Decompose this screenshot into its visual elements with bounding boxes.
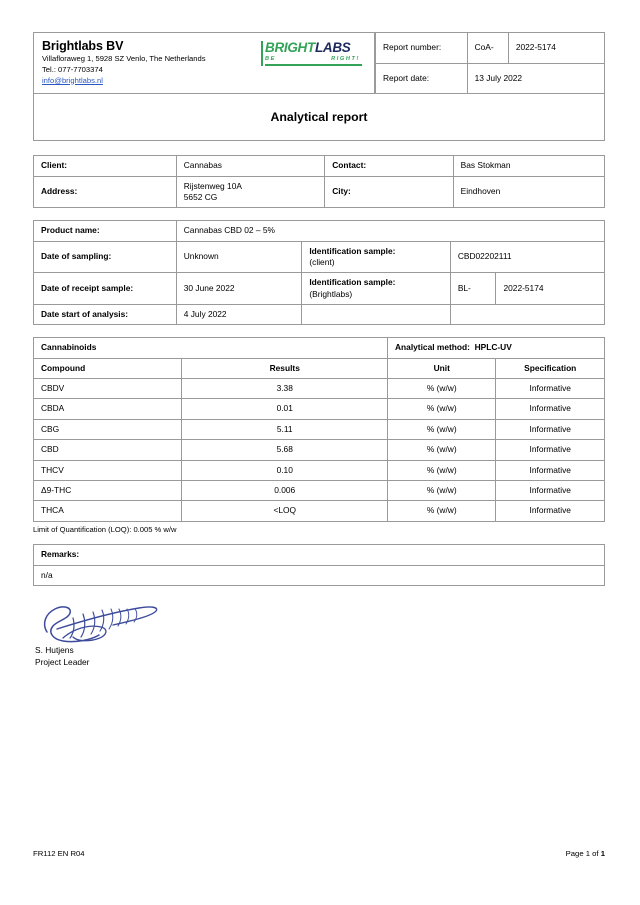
cell-specification: Informative	[496, 501, 605, 521]
table-row	[34, 545, 605, 565]
id-lab-prefix: BL-	[450, 273, 496, 305]
cell-result: 0.006	[182, 480, 388, 500]
contact-value: Bas Stokman	[453, 156, 604, 176]
logo-tagline-be: BE	[265, 55, 276, 62]
logo-word-bright: BRIGHT	[265, 40, 315, 55]
table-row	[34, 221, 605, 241]
logo-tagline	[265, 57, 360, 63]
footer-form-code: FR112 EN R04	[33, 849, 85, 858]
report-meta-table	[375, 32, 605, 94]
table-row	[34, 419, 605, 439]
table-row	[34, 379, 605, 399]
company-text	[42, 39, 206, 86]
cell-result: 5.11	[182, 419, 388, 439]
contact-label: Contact:	[325, 156, 453, 176]
spacer	[33, 534, 605, 544]
company-name: Brightlabs BV	[42, 39, 124, 53]
cell-compound: Δ9-THC	[34, 480, 182, 500]
cell-specification: Informative	[496, 480, 605, 500]
signatory-name: S. Hutjens	[35, 645, 74, 656]
analysis-start-value: 4 July 2022	[176, 305, 302, 325]
analytical-method-value: HPLC-UV	[474, 342, 512, 353]
logo-accent-bar	[261, 41, 263, 66]
table-row	[376, 63, 605, 94]
report-number-value: 2022-5174	[508, 33, 604, 64]
id-client-label-main: Identification sample:	[309, 245, 396, 256]
column-header-compound: Compound	[34, 358, 182, 378]
report-number-label: Report number:	[376, 33, 468, 64]
city-value: Eindhoven	[453, 176, 604, 208]
address-label: Address:	[34, 176, 177, 208]
table-row	[34, 501, 605, 521]
page-title: Analytical report	[33, 94, 605, 141]
cannabinoids-section-title: Cannabinoids	[34, 338, 388, 358]
cell-result: 0.01	[182, 399, 388, 419]
cell-compound: CBDV	[34, 379, 182, 399]
column-header-specification: Specification	[496, 358, 605, 378]
brightlabs-logo	[261, 41, 362, 66]
results-section-header-row	[34, 338, 605, 358]
id-client-value: CBD02202111	[450, 241, 604, 273]
product-name-label: Product name:	[34, 221, 177, 241]
column-header-results: Results	[182, 358, 388, 378]
cell-unit: % (w/w)	[388, 379, 496, 399]
cannabinoids-results-table	[33, 337, 605, 521]
logo-wordmark	[265, 41, 362, 55]
table-row	[34, 440, 605, 460]
signature-image	[39, 598, 179, 650]
client-value: Cannabas	[176, 156, 324, 176]
cell-specification: Informative	[496, 399, 605, 419]
signature-block-text	[35, 644, 89, 668]
document-page	[33, 32, 605, 672]
table-row	[34, 460, 605, 480]
remarks-label: Remarks:	[34, 545, 605, 565]
city-label: City:	[325, 176, 453, 208]
table-row	[34, 156, 605, 176]
id-lab-label-sub: (Brightlabs)	[309, 288, 353, 299]
cell-unit: % (w/w)	[388, 480, 496, 500]
client-info-table	[33, 155, 605, 208]
report-header	[33, 32, 605, 94]
id-lab-label	[302, 273, 450, 305]
table-row	[34, 399, 605, 419]
cell-unit: % (w/w)	[388, 440, 496, 460]
product-empty-cell-2	[450, 305, 604, 325]
client-label: Client:	[34, 156, 177, 176]
results-column-header-row	[34, 358, 605, 378]
address-line-1: Rijstenweg 10A	[183, 180, 242, 191]
cell-compound: CBG	[34, 419, 182, 439]
cell-unit: % (w/w)	[388, 419, 496, 439]
product-empty-cell-1	[302, 305, 450, 325]
company-phone: Tel.: 077-7703374	[42, 64, 103, 74]
logo-inner	[261, 41, 362, 66]
cell-specification: Informative	[496, 419, 605, 439]
cell-compound: THCA	[34, 501, 182, 521]
footer-page-prefix: Page 1 of	[565, 849, 601, 858]
receipt-date-value: 30 June 2022	[176, 273, 302, 305]
address-value	[176, 176, 324, 208]
company-email-link[interactable]: info@brightlabs.nl	[42, 75, 103, 85]
remarks-value: n/a	[34, 565, 605, 585]
logo-tagline-right: RIGHT!	[331, 55, 360, 62]
logo-word-labs: LABS	[314, 40, 351, 55]
cell-compound: CBD	[34, 440, 182, 460]
cell-result: <LOQ	[182, 501, 388, 521]
cell-unit: % (w/w)	[388, 460, 496, 480]
table-row	[34, 273, 605, 305]
cell-result: 3.38	[182, 379, 388, 399]
spacer	[33, 208, 605, 220]
product-info-table	[33, 220, 605, 325]
id-lab-label-main: Identification sample:	[309, 277, 396, 288]
cell-specification: Informative	[496, 460, 605, 480]
spacer	[33, 325, 605, 337]
analytical-method-label: Analytical method:	[395, 342, 470, 353]
loq-note: Limit of Quantification (LOQ): 0.005 % w/w	[33, 524, 177, 534]
id-client-label-sub: (client)	[309, 257, 335, 268]
footer-page-total: 1	[600, 849, 605, 858]
logo-text-stack	[265, 41, 362, 66]
report-number-prefix: CoA-	[467, 33, 508, 64]
table-row	[34, 176, 605, 208]
remarks-table	[33, 544, 605, 586]
id-lab-value: 2022-5174	[496, 273, 605, 305]
cell-unit: % (w/w)	[388, 399, 496, 419]
cell-compound: CBDA	[34, 399, 182, 419]
signatory-role: Project Leader	[35, 657, 90, 668]
analysis-start-label: Date start of analysis:	[34, 305, 177, 325]
product-name-value: Cannabas CBD 02 – 5%	[176, 221, 604, 241]
table-row	[34, 305, 605, 325]
address-line-2: 5652 CG	[183, 192, 218, 203]
table-row	[376, 33, 605, 64]
page-footer	[33, 849, 605, 858]
cell-compound: THCV	[34, 460, 182, 480]
table-row	[34, 480, 605, 500]
sampling-date-label: Date of sampling:	[34, 241, 177, 273]
receipt-date-label: Date of receipt sample:	[34, 273, 177, 305]
footer-page-number	[566, 849, 605, 858]
signature-area	[33, 602, 605, 672]
report-meta-block	[375, 32, 605, 94]
report-date-label: Report date:	[376, 63, 468, 94]
analytical-method-cell	[388, 338, 605, 358]
cell-specification: Informative	[496, 379, 605, 399]
table-row	[34, 241, 605, 273]
table-row	[34, 565, 605, 585]
id-client-label	[302, 241, 450, 273]
company-info-block	[33, 32, 375, 94]
cell-result: 5.68	[182, 440, 388, 460]
sampling-date-value: Unknown	[176, 241, 302, 273]
column-header-unit: Unit	[388, 358, 496, 378]
spacer	[33, 141, 605, 155]
company-address: Villafloraweg 1, 5928 SZ Venlo, The Netherlands	[42, 54, 206, 63]
report-date-value: 13 July 2022	[467, 63, 604, 94]
cell-unit: % (w/w)	[388, 501, 496, 521]
logo-underline	[265, 64, 362, 66]
cell-result: 0.10	[182, 460, 388, 480]
cell-specification: Informative	[496, 440, 605, 460]
